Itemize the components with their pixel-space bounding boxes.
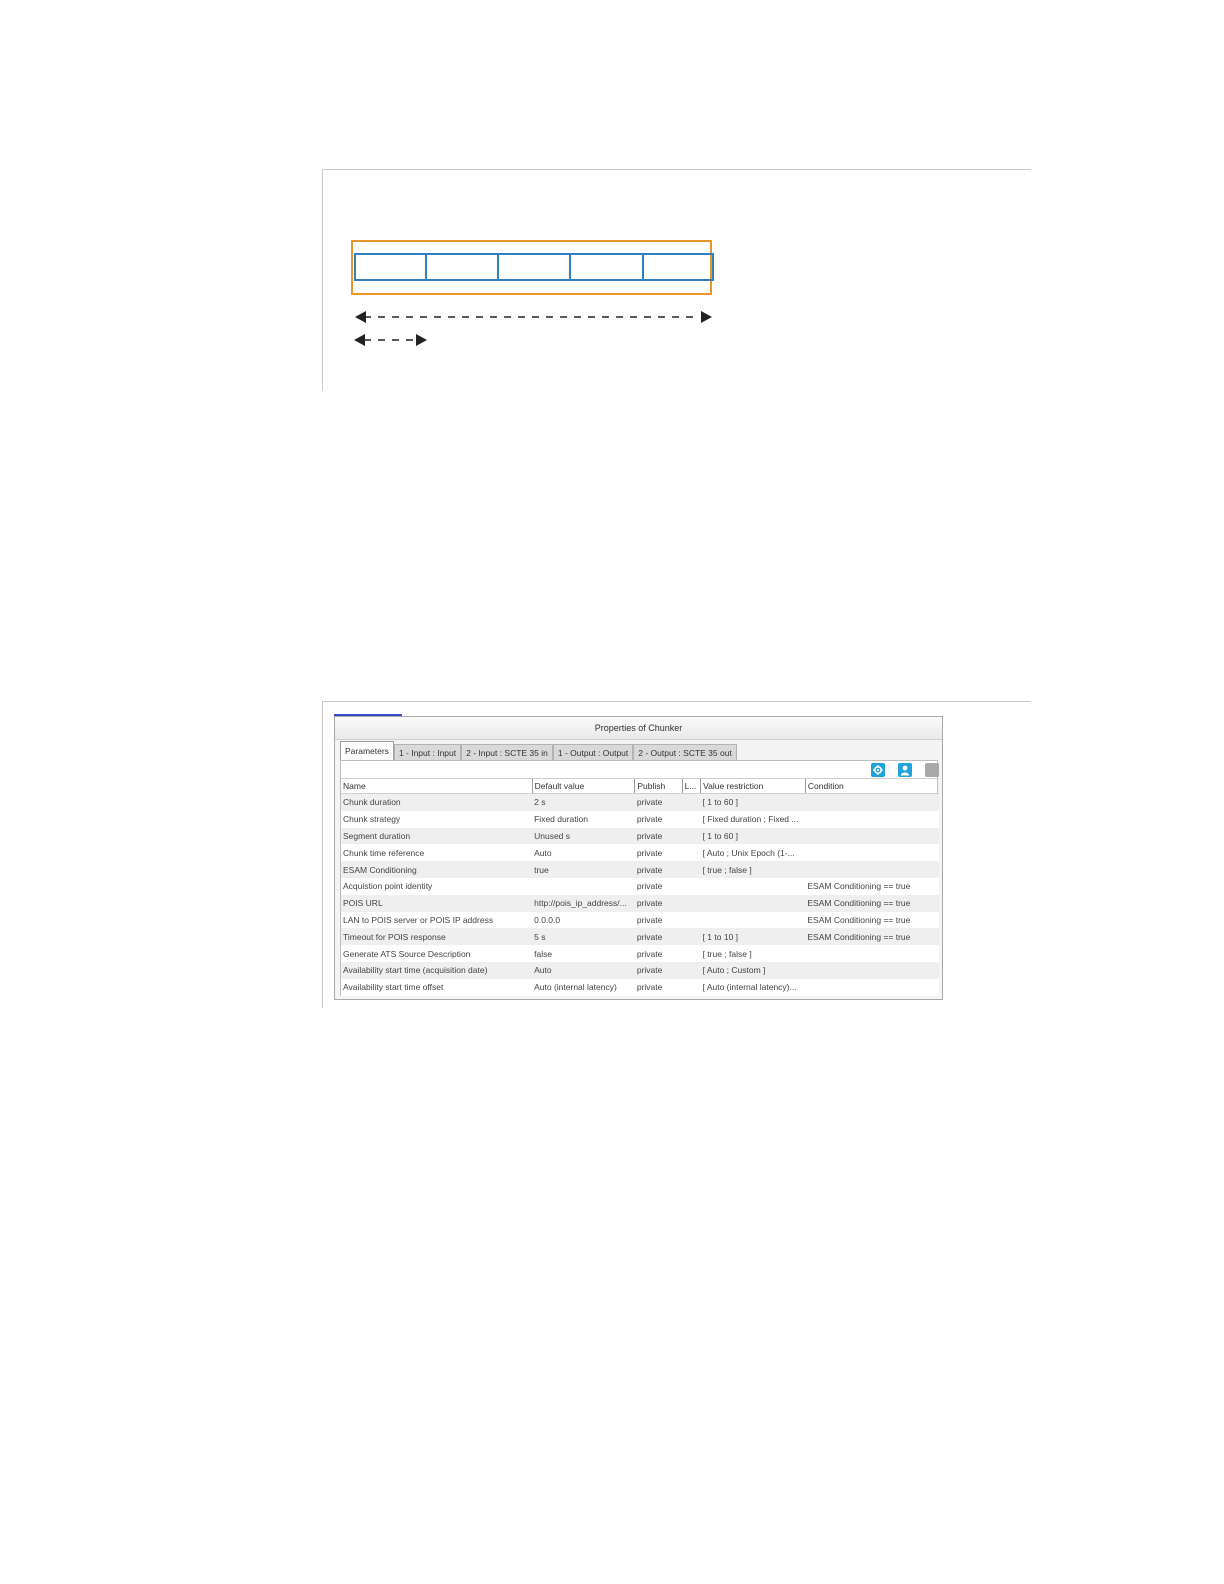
user-glyph [900,765,910,776]
table-row[interactable] [341,945,939,962]
cell-l [682,895,700,912]
cell-name: Generate ATS Source Description [341,945,532,962]
chunk-box [569,253,644,281]
cell-publish: private [635,928,682,945]
cell-name: Acquistion point identity [341,878,532,895]
cell-default-value: 2 s [532,794,635,811]
cell-name: Timeout for POIS response [341,928,532,945]
chunk-box [497,253,571,281]
table-row[interactable] [341,878,939,895]
cell-condition: ESAM Conditioning == true [805,895,939,912]
table-row[interactable] [341,844,939,861]
gear-icon[interactable] [871,763,885,777]
parameters-panel [340,760,938,996]
cell-l [682,928,700,945]
chunk-duration-arrow [354,334,427,346]
window-title: Properties of Chunker [335,717,942,740]
cell-condition: ESAM Conditioning == true [805,912,939,929]
cell-condition [805,945,939,962]
cell-name: Availability start time offset [341,979,532,996]
cell-l [682,912,700,929]
cell-condition [805,979,939,996]
tab-input-input[interactable]: 1 - Input : Input [394,744,461,760]
cell-name: Chunk time reference [341,844,532,861]
cell-l [682,878,700,895]
cell-name: Chunk duration [341,794,532,811]
table-row[interactable] [341,811,939,828]
tab-output-scte35[interactable]: 2 - Output : SCTE 35 out [633,744,737,760]
cell-condition [805,794,939,811]
cell-default-value: http://pois_ip_address/... [532,895,635,912]
cell-condition [805,844,939,861]
parameters-table [341,778,939,996]
cell-l [682,844,700,861]
cell-condition: ESAM Conditioning == true [805,928,939,945]
cell-name: ESAM Conditioning [341,861,532,878]
table-row[interactable] [341,895,939,912]
duration-arrows [350,306,720,350]
cell-value-restriction: [ 1 to 10 ] [701,928,806,945]
cell-name: Segment duration [341,828,532,845]
cell-publish: private [635,811,682,828]
table-row[interactable] [341,794,939,811]
cell-value-restriction: [ 1 to 60 ] [701,794,806,811]
cell-publish: private [635,794,682,811]
cell-name: POIS URL [341,895,532,912]
header-default-value[interactable]: Default value [532,779,635,794]
segment-duration-arrow [355,311,712,323]
cell-value-restriction: [ Auto ; Custom ] [701,962,806,979]
cell-publish: private [635,912,682,929]
cell-publish: private [635,828,682,845]
cell-publish: private [635,861,682,878]
table-row[interactable] [341,928,939,945]
cell-value-restriction [701,878,806,895]
header-value-restriction[interactable]: Value restriction [701,779,806,794]
tab-output-output[interactable]: 1 - Output : Output [553,744,633,760]
cell-default-value: Unused s [532,828,635,845]
cell-l [682,794,700,811]
cell-publish: private [635,979,682,996]
cell-publish: private [635,895,682,912]
cell-condition [805,828,939,845]
table-row[interactable] [341,962,939,979]
header-publish[interactable]: Publish [635,779,682,794]
header-name[interactable]: Name [341,779,532,794]
chunk-box [354,253,427,281]
cell-default-value: 5 s [532,928,635,945]
table-header-row [341,779,939,794]
table-row[interactable] [341,979,939,996]
cell-default-value: Fixed duration [532,811,635,828]
cell-condition [805,861,939,878]
cell-name: Availability start time (acquisition date) [341,962,532,979]
cell-value-restriction: [ Auto ; Unix Epoch (1-... [701,844,806,861]
cell-value-restriction: [ true ; false ] [701,861,806,878]
cell-l [682,945,700,962]
cell-l [682,828,700,845]
cell-default-value: false [532,945,635,962]
user-icon[interactable] [898,763,912,777]
cell-default-value: Auto [532,962,635,979]
cell-publish: private [635,962,682,979]
cell-l [682,811,700,828]
properties-window [334,716,943,1000]
cell-name: LAN to POIS server or POIS IP address [341,912,532,929]
cell-value-restriction [701,912,806,929]
tab-input-scte35[interactable]: 2 - Input : SCTE 35 in [461,744,553,760]
tab-parameters[interactable]: Parameters [340,741,394,760]
chunk-box [425,253,499,281]
cell-publish: private [635,844,682,861]
cell-condition [805,962,939,979]
cell-default-value: Auto (internal latency) [532,979,635,996]
header-condition[interactable]: Condition [805,779,939,794]
cell-l [682,861,700,878]
cell-name: Chunk strategy [341,811,532,828]
cell-publish: private [635,945,682,962]
cell-default-value: 0.0.0.0 [532,912,635,929]
cell-value-restriction [701,895,806,912]
chunk-box [642,253,714,281]
cell-value-restriction: [ true ; false ] [701,945,806,962]
cell-default-value: true [532,861,635,878]
cell-condition: ESAM Conditioning == true [805,878,939,895]
table-row[interactable] [341,828,939,845]
table-row[interactable] [341,861,939,878]
cell-value-restriction: [ 1 to 60 ] [701,828,806,845]
cell-value-restriction: [ Auto (internal latency)... [701,979,806,996]
grey-square-icon[interactable] [925,763,939,777]
header-l[interactable]: L... [682,779,700,794]
cell-value-restriction: [ Fixed duration ; Fixed ... [701,811,806,828]
table-row[interactable] [341,912,939,929]
cell-condition [805,811,939,828]
cell-l [682,962,700,979]
tab-bar [340,741,737,760]
cell-default-value: Auto [532,844,635,861]
cell-default-value [532,878,635,895]
gear-glyph [873,765,883,775]
cell-l [682,979,700,996]
cell-publish: private [635,878,682,895]
